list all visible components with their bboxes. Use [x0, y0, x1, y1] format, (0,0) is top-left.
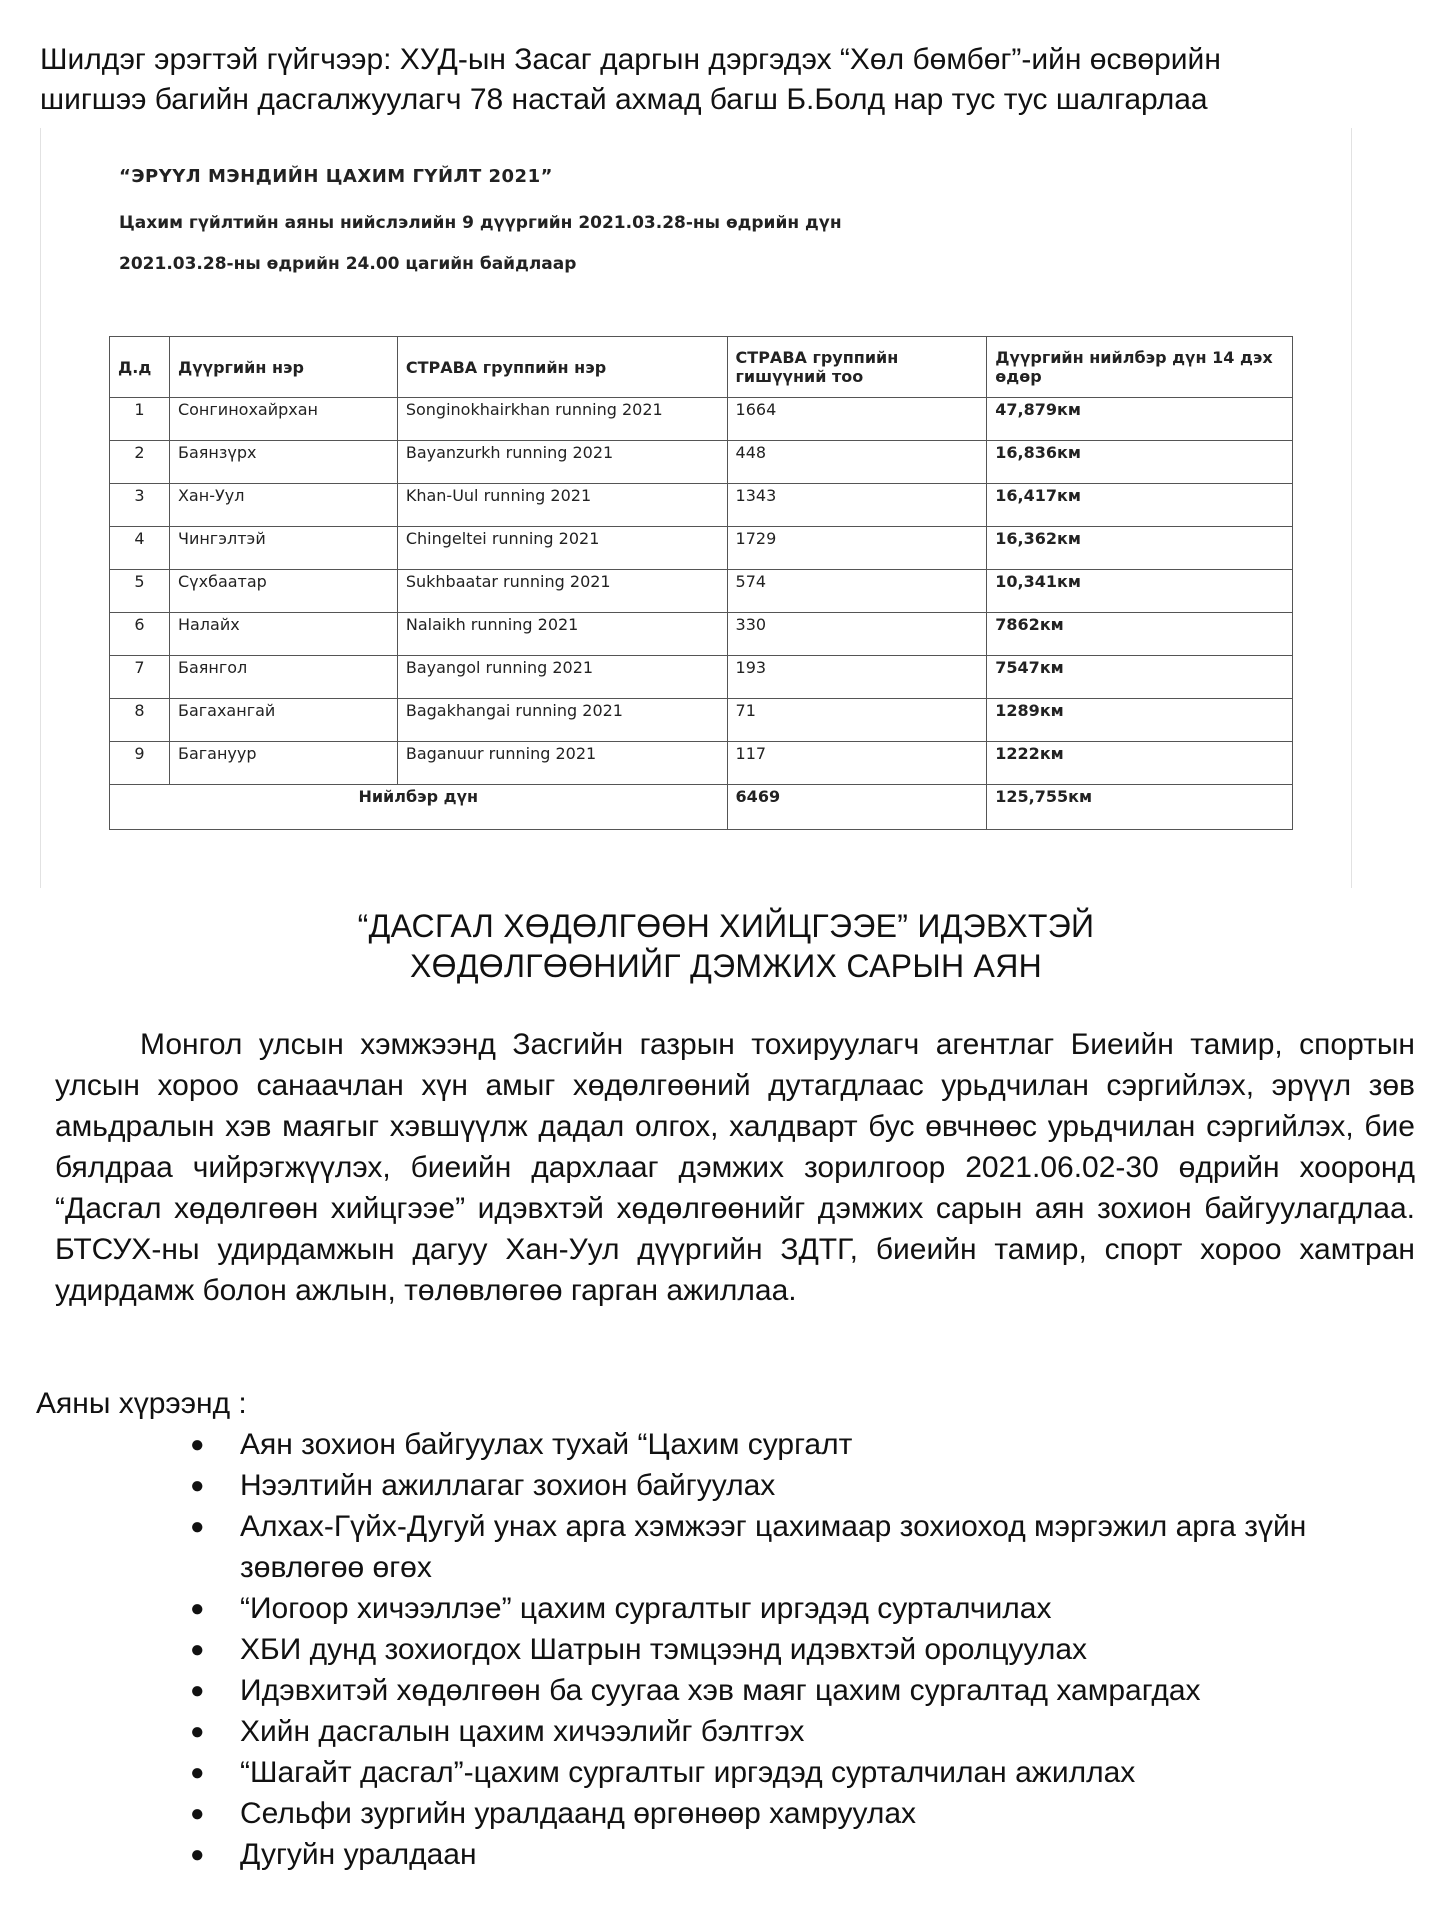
- table-row: [110, 527, 1293, 570]
- list-item: [190, 1752, 1416, 1793]
- cell-no: 3: [110, 484, 170, 527]
- table-row: [110, 742, 1293, 785]
- list-item-text: ХБИ дунд зохиогдох Шатрын тэмцээнд идэвхтэй оролцуулах: [240, 1633, 1088, 1666]
- cell-total: 16,362км: [987, 527, 1293, 570]
- cell-members: 117: [727, 742, 987, 785]
- list-item: [190, 1424, 1416, 1465]
- cell-members: 1729: [727, 527, 987, 570]
- list-item-text: Идэвхитэй хөдөлгөөн ба суугаа хэв маяг цахим сургалтад хамрагдах: [240, 1674, 1201, 1707]
- sheet-subtitle: Цахим гүйлтийн аяны нийслэлийн 9 дүүргийн 2021.03.28-ны өдрийн дүн: [119, 213, 842, 233]
- list-item: [190, 1834, 1416, 1875]
- cell-no: 7: [110, 656, 170, 699]
- results-table: [109, 336, 1293, 830]
- cell-group: Songinokhairkhan running 2021: [397, 398, 727, 441]
- list-item: [190, 1629, 1416, 1670]
- header-no: Д.д: [110, 337, 170, 398]
- cell-group: Nalaikh running 2021: [397, 613, 727, 656]
- table-header-row: [110, 337, 1293, 398]
- sheet-title: “ЭРҮҮЛ МЭНДИЙН ЦАХИМ ГҮЙЛТ 2021”: [119, 166, 553, 187]
- list-item-text: Аян зохион байгуулах тухай “Цахим сургалт: [240, 1428, 853, 1461]
- cell-total: 1289км: [987, 699, 1293, 742]
- header-members: СТРАВА группийн гишүүний тоо: [727, 337, 987, 398]
- cell-no: 2: [110, 441, 170, 484]
- table-row: [110, 656, 1293, 699]
- total-members: 6469: [727, 785, 987, 830]
- cell-group: Khan-Uul running 2021: [397, 484, 727, 527]
- list-item: [190, 1711, 1416, 1752]
- table-row: [110, 484, 1293, 527]
- list-item-text: Сельфи зургийн уралдаанд өргөнөөр хамруулах: [240, 1797, 917, 1830]
- cell-total: 7547км: [987, 656, 1293, 699]
- cell-district: Багахангай: [169, 699, 397, 742]
- bullet-icon: ●: [190, 1636, 205, 1663]
- cell-no: 9: [110, 742, 170, 785]
- cell-members: 1664: [727, 398, 987, 441]
- table-row: [110, 613, 1293, 656]
- header-group: СТРАВА группийн нэр: [397, 337, 727, 398]
- cell-group: Sukhbaatar running 2021: [397, 570, 727, 613]
- cell-members: 193: [727, 656, 987, 699]
- cell-district: Баянзүрх: [169, 441, 397, 484]
- intro-line-1: Шилдэг эрэгтэй гүйгчээр: ХУД-ын Засаг даргын дэргэдэх “Хөл бөмбөг”-ийн өсвөрийн: [40, 43, 1221, 76]
- bullet-icon: ●: [190, 1595, 205, 1622]
- header-district: Дүүргийн нэр: [169, 337, 397, 398]
- cell-no: 5: [110, 570, 170, 613]
- campaign-heading-line-1: “ДАСГАЛ ХӨДӨЛГӨӨН ХИЙЦГЭЭЕ” ИДЭВХТЭЙ: [357, 908, 1095, 944]
- campaign-description: Монгол улсын хэмжээнд Засгийн газрын тохируулагч агентлаг Биеийн тамир, спортын улсын хороо санаачлан хүн амыг хөдөлгөөний дутагдлаас урьдчилан сэргийлэх, эрүүл зөв амьдралын хэв маягыг хэвшүүлж дадал олгох, халдварт бус өвчнөөс урьдчилан сэргийлэх, бие бялдраа чийрэгжүүлэх, биеийн дархлааг дэмжих зорилгоор 2021.06.02-30 өдрийн хооронд “Дасгал хөдөлгөөн хийцгээе” идэвхтэй хөдөлгөөнийг дэмжих сарын аян зохион байгуулагдлаа. БТСУХ-ны удирдамжын дагуу Хан-Уул дүүргийн ЗДТГ, биеийн тамир, спорт хороо хамтран удирдамж болон ажлын, төлөвлөгөө гарган ажиллаа.: [55, 1028, 1415, 1307]
- cell-members: 1343: [727, 484, 987, 527]
- list-item: [190, 1506, 1416, 1588]
- list-item-text: Дугуйн уралдаан: [240, 1838, 477, 1871]
- cell-total: 1222км: [987, 742, 1293, 785]
- table-row: [110, 570, 1293, 613]
- cell-group: Baganuur running 2021: [397, 742, 727, 785]
- table-row: [110, 398, 1293, 441]
- bullet-icon: ●: [190, 1841, 205, 1868]
- bullet-icon: ●: [190, 1431, 205, 1458]
- cell-members: 574: [727, 570, 987, 613]
- campaign-heading-line-2: ХӨДӨЛГӨӨНИЙГ ДЭМЖИХ САРЫН АЯН: [409, 948, 1043, 984]
- cell-total: 7862км: [987, 613, 1293, 656]
- header-total: Дүүргийн нийлбэр дүн 14 дэх өдөр: [987, 337, 1293, 398]
- list-item-text: “Иогоор хичээллэе” цахим сургалтыг иргэдэд сурталчилах: [240, 1592, 1052, 1625]
- cell-total: 16,417км: [987, 484, 1293, 527]
- bullet-icon: ●: [190, 1800, 205, 1827]
- table-total-row: [110, 785, 1293, 830]
- cell-group: Bagakhangai running 2021: [397, 699, 727, 742]
- cell-members: 330: [727, 613, 987, 656]
- cell-district: Баянгол: [169, 656, 397, 699]
- sheet-date-line: 2021.03.28-ны өдрийн 24.00 цагийн байдлаар: [119, 254, 577, 274]
- table-row: [110, 699, 1293, 742]
- total-km: 125,755км: [987, 785, 1293, 830]
- bullet-icon: ●: [190, 1513, 205, 1540]
- intro-line-2: шигшээ багийн дасгалжуулагч 78 настай ахмад багш Б.Болд нар тус тус шалгарлаа: [40, 83, 1208, 116]
- list-item-text: Алхах-Гүйх-Дугуй унах арга хэмжээг цахимаар зохиоход мэргэжил арга зүйн зөвлөгөө өгөх: [240, 1510, 1307, 1584]
- total-label: Нийлбэр дүн: [110, 785, 728, 830]
- list-item: [190, 1588, 1416, 1629]
- cell-members: 71: [727, 699, 987, 742]
- cell-no: 4: [110, 527, 170, 570]
- list-item-text: Хийн дасгалын цахим хичээлийг бэлтгэх: [240, 1715, 805, 1748]
- cell-no: 6: [110, 613, 170, 656]
- cell-district: Хан-Уул: [169, 484, 397, 527]
- list-item: [190, 1670, 1416, 1711]
- cell-district: Сүхбаатар: [169, 570, 397, 613]
- embedded-results-sheet: [40, 128, 1352, 888]
- cell-no: 8: [110, 699, 170, 742]
- results-table-body: [110, 398, 1293, 785]
- table-row: [110, 441, 1293, 484]
- bullet-icon: ●: [190, 1718, 205, 1745]
- bullet-icon: ●: [190, 1677, 205, 1704]
- list-item: [190, 1465, 1416, 1506]
- cell-total: 47,879км: [987, 398, 1293, 441]
- list-item-text: Нээлтийн ажиллагаг зохион байгуулах: [240, 1469, 776, 1502]
- list-item-text: “Шагайт дасгал”-цахим сургалтыг иргэдэд сурталчилан ажиллах: [240, 1756, 1136, 1789]
- bullet-icon: ●: [190, 1472, 205, 1499]
- cell-total: 10,341км: [987, 570, 1293, 613]
- bullet-icon: ●: [190, 1759, 205, 1786]
- cell-total: 16,836км: [987, 441, 1293, 484]
- campaign-heading: [0, 906, 1452, 986]
- cell-members: 448: [727, 441, 987, 484]
- cell-district: Багануур: [169, 742, 397, 785]
- list-item: [190, 1793, 1416, 1834]
- scope-label: Аяны хүрээнд :: [36, 1387, 247, 1420]
- activities-list: [190, 1424, 1416, 1875]
- cell-no: 1: [110, 398, 170, 441]
- cell-district: Сонгинохайрхан: [169, 398, 397, 441]
- intro-paragraph: [40, 40, 1420, 120]
- cell-district: Налайх: [169, 613, 397, 656]
- cell-group: Bayanzurkh running 2021: [397, 441, 727, 484]
- cell-district: Чингэлтэй: [169, 527, 397, 570]
- cell-group: Bayangol running 2021: [397, 656, 727, 699]
- cell-group: Chingeltei running 2021: [397, 527, 727, 570]
